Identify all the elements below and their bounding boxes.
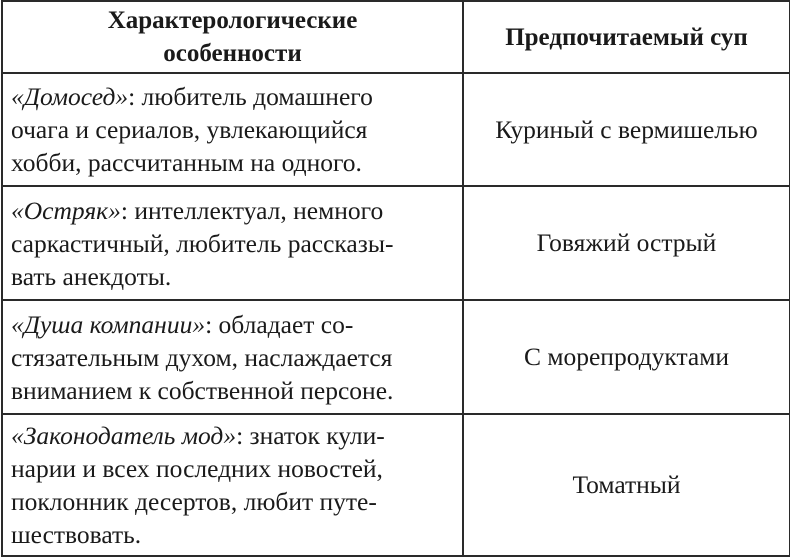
soup-cell: Говяжий острый bbox=[463, 186, 790, 300]
alias-label: «Законодатель мод» bbox=[11, 421, 237, 450]
trait-text: : обладает со- bbox=[205, 309, 354, 339]
table-row bbox=[2, 300, 790, 414]
trait-line: шествовать. bbox=[11, 520, 142, 549]
alias-label: «Домосед» bbox=[11, 82, 129, 111]
trait-cell bbox=[2, 186, 463, 300]
soup-cell: Томатный bbox=[463, 414, 790, 556]
trait-text: : знаток кули- bbox=[236, 421, 385, 450]
trait-cell bbox=[2, 300, 463, 414]
header-row bbox=[2, 1, 790, 73]
trait-line: хобби, рассчитанным на одного. bbox=[11, 148, 362, 177]
header-traits-line-1: Характерологические bbox=[107, 7, 358, 34]
alias-label: «Остряк» bbox=[11, 195, 121, 225]
trait-line bbox=[11, 308, 452, 341]
header-soup: Предпочитаемый суп bbox=[463, 1, 790, 73]
table-row bbox=[2, 73, 790, 186]
soup-preference-table bbox=[1, 0, 790, 557]
trait-text: : интеллектуал, немного bbox=[120, 195, 384, 225]
trait-line: поклонник десертов, любит путе- bbox=[11, 487, 377, 516]
header-traits-line-2: особенности bbox=[163, 40, 302, 67]
soup-cell: С морепродуктами bbox=[463, 300, 790, 414]
trait-line: нарии и всех последних новостей, bbox=[11, 454, 383, 483]
soup-cell: Куриный с вермишелью bbox=[463, 73, 790, 186]
trait-line bbox=[11, 194, 452, 227]
alias-label: «Душа компании» bbox=[11, 309, 206, 339]
trait-text: : любитель домашнего bbox=[128, 82, 373, 111]
trait-line: вать анекдоты. bbox=[11, 261, 172, 291]
trait-line: вниманием к собственной персоне. bbox=[11, 375, 394, 405]
trait-line bbox=[11, 80, 452, 113]
trait-line: саркастичный, любитель рассказы- bbox=[11, 228, 394, 258]
trait-line: очага и сериалов, увлекающийся bbox=[11, 115, 368, 144]
trait-line bbox=[11, 419, 452, 452]
trait-cell bbox=[2, 73, 463, 186]
table-row bbox=[2, 414, 790, 556]
trait-cell bbox=[2, 414, 463, 556]
header-traits bbox=[2, 1, 463, 73]
table-row bbox=[2, 186, 790, 300]
trait-line: стязательным духом, наслаждается bbox=[11, 342, 393, 372]
